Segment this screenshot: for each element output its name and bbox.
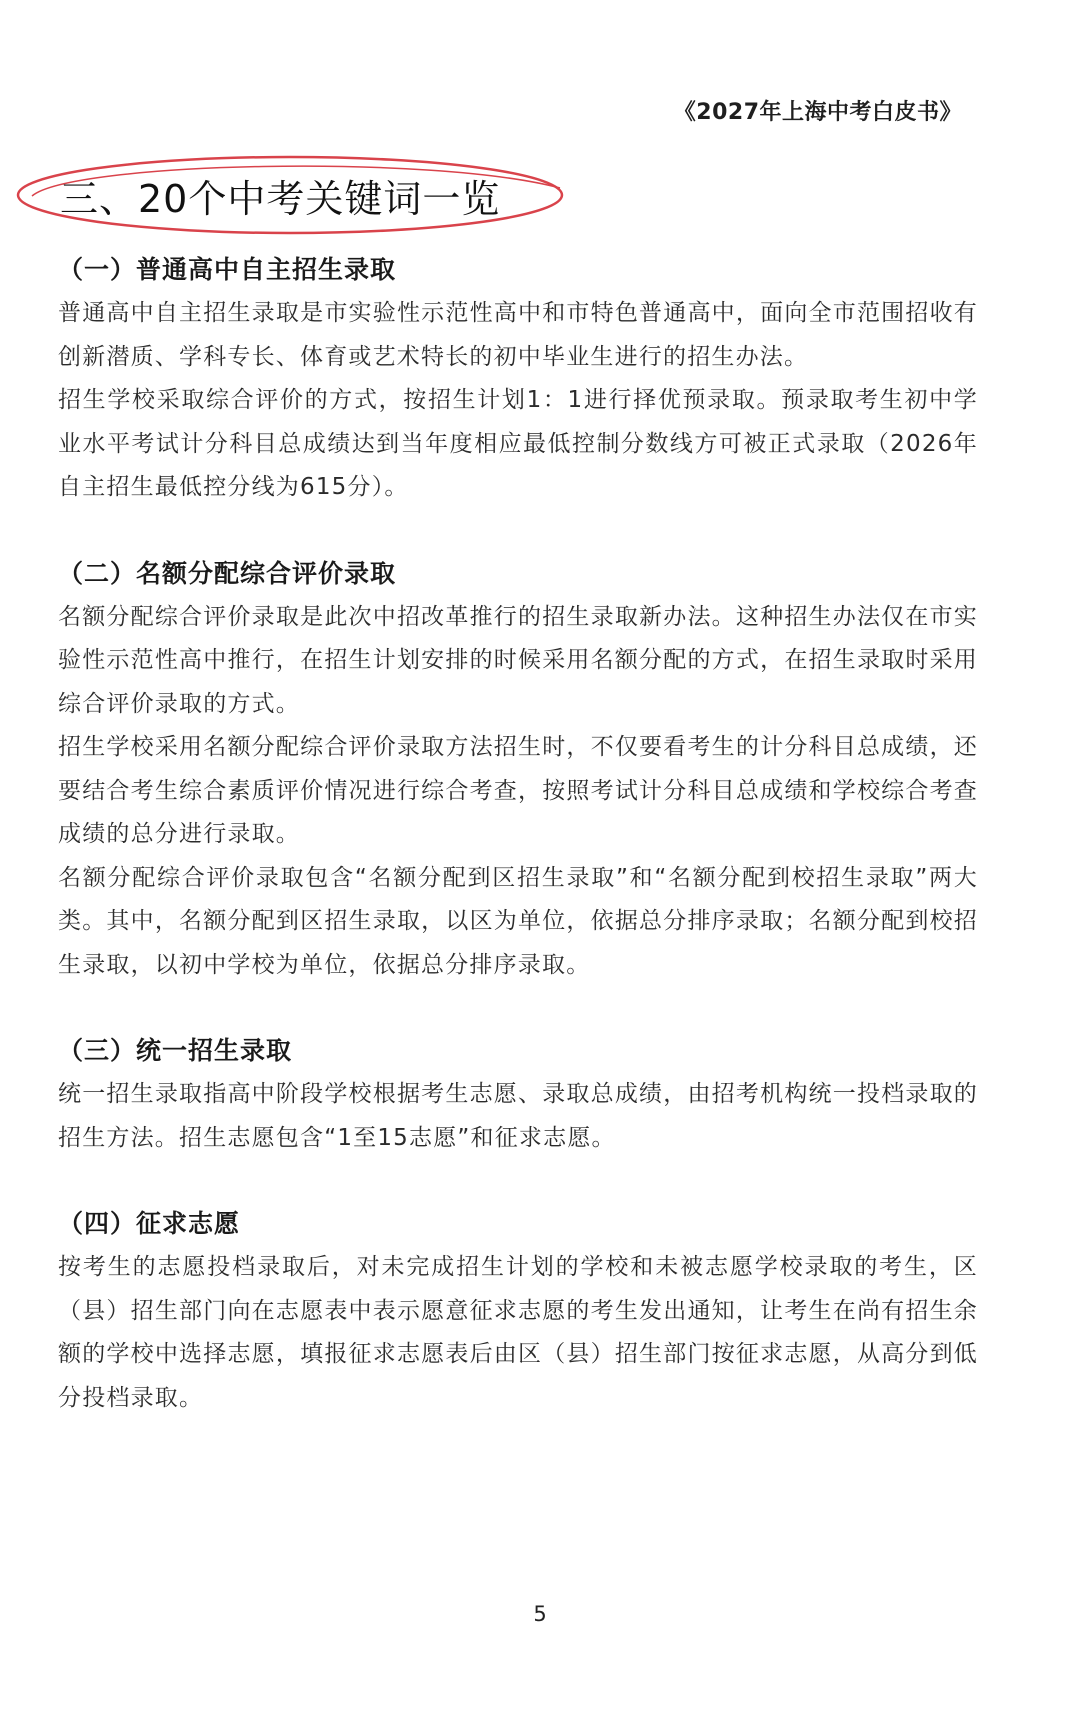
section-3 [58,1029,978,1160]
paragraph: 招生学校采用名额分配综合评价录取方法招生时，不仅要看考生的计分科目总成绩，还要结合考生综合素质评价情况进行综合考查，按照考试计分科目总成绩和学校综合考查成绩的总分进行录取。 [58,734,978,847]
section-2 [58,552,978,988]
paragraph: 普通高中自主招生录取是市实验性示范性高中和市特色普通高中，面向全市范围招收有创新潜质、学科专长、体育或艺术特长的初中毕业生进行的招生办法。 [58,300,978,370]
paragraph: 统一招生录取指高中阶段学校根据考生志愿、录取总成绩，由招考机构统一投档录取的招生方法。招生志愿包含“1至15志愿”和征求志愿。 [58,1081,978,1151]
section-heading: （四）征求志愿 [58,1209,241,1238]
section-1 [58,248,978,510]
section-heading: （二）名额分配综合评价录取 [58,558,397,588]
paragraph: 招生学校采取综合评价的方式，按招生计划1：1进行择优预录取。预录取考生初中学业水平考试计分科目总成绩达到当年度相应最低控制分数线方可被正式录取（2026年自主招生最低控分线为615分）。 [58,387,978,500]
content-body [58,248,978,1420]
paragraph: 名额分配综合评价录取包含“名额分配到区招生录取”和“名额分配到校招生录取”两大类。其中，名额分配到区招生录取，以区为单位，依据总分排序录取；名额分配到校招生录取，以初中学校为单位，依据总分排序录取。 [58,864,978,978]
page-number: 5 [533,1602,547,1626]
paragraph: 名额分配综合评价录取是此次中招改革推行的招生录取新办法。这种招生办法仅在市实验性示范性高中推行，在招生计划安排的时候采用名额分配的方式，在招生录取时采用综合评价录取的方式。 [58,603,978,717]
chapter-title: 三、20个中考关键词一览 [60,177,501,221]
paragraph: 按考生的志愿投档录取后，对未完成招生计划的学校和未被志愿学校录取的考生，区（县）招生部门向在志愿表中表示愿意征求志愿的考生发出通知，让考生在尚有招生余额的学校中选择志愿，填报征求志愿表后由区（县）招生部门按征求志愿，从高分到低分投档录取。 [58,1254,978,1411]
book-title: 《2027年上海中考白皮书》 [673,100,962,125]
section-heading: （一）普通高中自主招生录取 [58,255,397,284]
section-heading: （三）统一招生录取 [58,1036,293,1065]
section-4 [58,1202,978,1420]
